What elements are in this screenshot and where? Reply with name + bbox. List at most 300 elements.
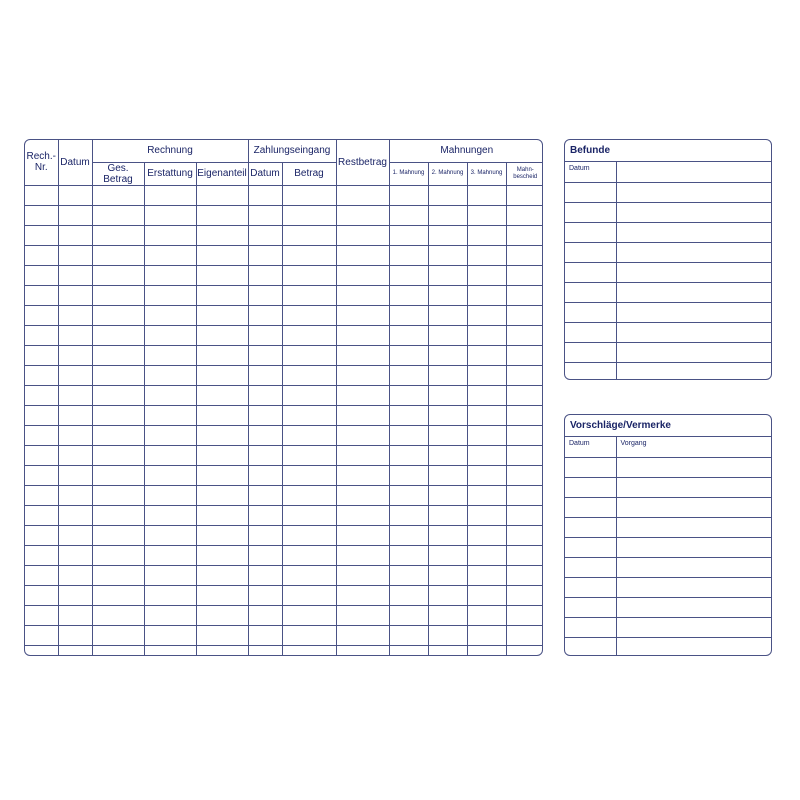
ledger-cell[interactable] xyxy=(282,205,336,225)
ledger-cell[interactable] xyxy=(282,445,336,465)
ledger-cell[interactable] xyxy=(92,185,144,205)
ledger-cell[interactable] xyxy=(282,645,336,656)
ledger-cell[interactable] xyxy=(282,385,336,405)
ledger-cell[interactable] xyxy=(248,385,282,405)
ledger-cell[interactable] xyxy=(58,525,92,545)
ledger-cell[interactable] xyxy=(506,245,543,265)
ledger-cell[interactable] xyxy=(196,225,248,245)
ledger-cell[interactable] xyxy=(25,585,58,605)
ledger-cell[interactable] xyxy=(144,225,196,245)
ledger-cell[interactable] xyxy=(467,185,506,205)
ledger-cell[interactable] xyxy=(144,445,196,465)
ledger-cell[interactable] xyxy=(196,445,248,465)
ledger-cell[interactable] xyxy=(389,305,428,325)
ledger-cell[interactable] xyxy=(248,265,282,285)
ledger-cell[interactable] xyxy=(58,185,92,205)
befunde-cell[interactable] xyxy=(616,362,771,380)
ledger-cell[interactable] xyxy=(389,565,428,585)
ledger-cell[interactable] xyxy=(196,245,248,265)
ledger-cell[interactable] xyxy=(196,325,248,345)
ledger-cell[interactable] xyxy=(196,525,248,545)
ledger-cell[interactable] xyxy=(428,425,467,445)
ledger-cell[interactable] xyxy=(336,545,389,565)
ledger-cell[interactable] xyxy=(467,325,506,345)
ledger-cell[interactable] xyxy=(58,385,92,405)
ledger-cell[interactable] xyxy=(144,505,196,525)
ledger-cell[interactable] xyxy=(92,445,144,465)
ledger-cell[interactable] xyxy=(428,285,467,305)
ledger-cell[interactable] xyxy=(25,185,58,205)
ledger-cell[interactable] xyxy=(467,465,506,485)
ledger-cell[interactable] xyxy=(248,525,282,545)
ledger-cell[interactable] xyxy=(506,525,543,545)
ledger-cell[interactable] xyxy=(92,565,144,585)
ledger-cell[interactable] xyxy=(196,565,248,585)
ledger-cell[interactable] xyxy=(25,485,58,505)
ledger-cell[interactable] xyxy=(428,185,467,205)
ledger-cell[interactable] xyxy=(428,325,467,345)
ledger-cell[interactable] xyxy=(144,365,196,385)
ledger-cell[interactable] xyxy=(336,225,389,245)
ledger-cell[interactable] xyxy=(428,345,467,365)
ledger-cell[interactable] xyxy=(506,565,543,585)
ledger-cell[interactable] xyxy=(58,465,92,485)
ledger-cell[interactable] xyxy=(92,365,144,385)
ledger-cell[interactable] xyxy=(389,425,428,445)
ledger-cell[interactable] xyxy=(25,205,58,225)
ledger-cell[interactable] xyxy=(25,505,58,525)
ledger-cell[interactable] xyxy=(248,585,282,605)
ledger-cell[interactable] xyxy=(389,225,428,245)
ledger-cell[interactable] xyxy=(336,205,389,225)
vorschlaege-cell[interactable] xyxy=(565,457,616,477)
ledger-cell[interactable] xyxy=(248,305,282,325)
ledger-cell[interactable] xyxy=(336,285,389,305)
ledger-cell[interactable] xyxy=(506,585,543,605)
ledger-cell[interactable] xyxy=(389,405,428,425)
ledger-cell[interactable] xyxy=(196,505,248,525)
ledger-cell[interactable] xyxy=(25,385,58,405)
ledger-cell[interactable] xyxy=(248,285,282,305)
ledger-cell[interactable] xyxy=(25,545,58,565)
ledger-cell[interactable] xyxy=(58,365,92,385)
vorschlaege-cell[interactable] xyxy=(616,577,771,597)
ledger-cell[interactable] xyxy=(248,365,282,385)
befunde-cell[interactable] xyxy=(616,282,771,302)
ledger-cell[interactable] xyxy=(92,425,144,445)
ledger-cell[interactable] xyxy=(92,465,144,485)
ledger-cell[interactable] xyxy=(58,305,92,325)
ledger-cell[interactable] xyxy=(248,325,282,345)
ledger-cell[interactable] xyxy=(92,385,144,405)
ledger-cell[interactable] xyxy=(144,345,196,365)
ledger-cell[interactable] xyxy=(389,465,428,485)
ledger-cell[interactable] xyxy=(196,645,248,656)
befunde-cell[interactable] xyxy=(565,202,616,222)
befunde-cell[interactable] xyxy=(565,182,616,202)
ledger-cell[interactable] xyxy=(389,245,428,265)
ledger-cell[interactable] xyxy=(248,225,282,245)
ledger-cell[interactable] xyxy=(144,325,196,345)
ledger-cell[interactable] xyxy=(389,365,428,385)
ledger-cell[interactable] xyxy=(25,565,58,585)
ledger-cell[interactable] xyxy=(428,545,467,565)
ledger-cell[interactable] xyxy=(506,605,543,625)
ledger-cell[interactable] xyxy=(282,405,336,425)
ledger-cell[interactable] xyxy=(92,525,144,545)
ledger-cell[interactable] xyxy=(467,525,506,545)
ledger-cell[interactable] xyxy=(506,385,543,405)
vorschlaege-cell[interactable] xyxy=(565,517,616,537)
ledger-cell[interactable] xyxy=(196,345,248,365)
ledger-cell[interactable] xyxy=(336,645,389,656)
ledger-cell[interactable] xyxy=(196,205,248,225)
ledger-cell[interactable] xyxy=(467,265,506,285)
ledger-cell[interactable] xyxy=(58,605,92,625)
ledger-cell[interactable] xyxy=(144,485,196,505)
vorschlaege-cell[interactable] xyxy=(616,457,771,477)
ledger-cell[interactable] xyxy=(506,265,543,285)
ledger-cell[interactable] xyxy=(282,505,336,525)
befunde-cell[interactable] xyxy=(616,342,771,362)
ledger-cell[interactable] xyxy=(196,625,248,645)
vorschlaege-cell[interactable] xyxy=(565,617,616,637)
ledger-cell[interactable] xyxy=(506,405,543,425)
ledger-cell[interactable] xyxy=(92,605,144,625)
ledger-cell[interactable] xyxy=(144,625,196,645)
ledger-cell[interactable] xyxy=(336,425,389,445)
ledger-cell[interactable] xyxy=(336,505,389,525)
befunde-cell[interactable] xyxy=(565,302,616,322)
vorschlaege-cell[interactable] xyxy=(565,497,616,517)
ledger-cell[interactable] xyxy=(282,245,336,265)
ledger-cell[interactable] xyxy=(336,185,389,205)
befunde-cell[interactable] xyxy=(565,222,616,242)
ledger-cell[interactable] xyxy=(336,625,389,645)
ledger-cell[interactable] xyxy=(58,405,92,425)
ledger-cell[interactable] xyxy=(144,405,196,425)
vorschlaege-cell[interactable] xyxy=(616,497,771,517)
ledger-cell[interactable] xyxy=(389,385,428,405)
ledger-cell[interactable] xyxy=(196,285,248,305)
ledger-cell[interactable] xyxy=(58,545,92,565)
ledger-cell[interactable] xyxy=(282,565,336,585)
ledger-cell[interactable] xyxy=(428,465,467,485)
ledger-cell[interactable] xyxy=(336,465,389,485)
ledger-cell[interactable] xyxy=(248,565,282,585)
ledger-cell[interactable] xyxy=(467,605,506,625)
ledger-cell[interactable] xyxy=(248,205,282,225)
vorschlaege-cell[interactable] xyxy=(565,477,616,497)
ledger-cell[interactable] xyxy=(58,485,92,505)
vorschlaege-cell[interactable] xyxy=(616,477,771,497)
ledger-cell[interactable] xyxy=(248,485,282,505)
ledger-cell[interactable] xyxy=(25,345,58,365)
ledger-cell[interactable] xyxy=(196,605,248,625)
befunde-cell[interactable] xyxy=(565,282,616,302)
ledger-cell[interactable] xyxy=(196,425,248,445)
ledger-cell[interactable] xyxy=(92,345,144,365)
ledger-cell[interactable] xyxy=(144,525,196,545)
ledger-cell[interactable] xyxy=(428,245,467,265)
ledger-cell[interactable] xyxy=(248,425,282,445)
ledger-cell[interactable] xyxy=(92,545,144,565)
ledger-cell[interactable] xyxy=(248,405,282,425)
ledger-cell[interactable] xyxy=(92,585,144,605)
vorschlaege-cell[interactable] xyxy=(616,617,771,637)
ledger-cell[interactable] xyxy=(467,565,506,585)
ledger-cell[interactable] xyxy=(467,245,506,265)
ledger-cell[interactable] xyxy=(58,225,92,245)
ledger-cell[interactable] xyxy=(144,605,196,625)
ledger-cell[interactable] xyxy=(92,485,144,505)
ledger-cell[interactable] xyxy=(506,365,543,385)
ledger-cell[interactable] xyxy=(144,245,196,265)
ledger-cell[interactable] xyxy=(336,605,389,625)
ledger-cell[interactable] xyxy=(428,265,467,285)
ledger-cell[interactable] xyxy=(282,545,336,565)
ledger-cell[interactable] xyxy=(248,645,282,656)
ledger-cell[interactable] xyxy=(467,345,506,365)
ledger-cell[interactable] xyxy=(282,425,336,445)
ledger-cell[interactable] xyxy=(336,385,389,405)
ledger-cell[interactable] xyxy=(467,365,506,385)
ledger-cell[interactable] xyxy=(92,265,144,285)
ledger-cell[interactable] xyxy=(336,345,389,365)
ledger-cell[interactable] xyxy=(389,625,428,645)
ledger-cell[interactable] xyxy=(196,305,248,325)
ledger-cell[interactable] xyxy=(144,385,196,405)
ledger-cell[interactable] xyxy=(389,345,428,365)
ledger-cell[interactable] xyxy=(58,585,92,605)
ledger-cell[interactable] xyxy=(467,385,506,405)
ledger-cell[interactable] xyxy=(428,205,467,225)
ledger-cell[interactable] xyxy=(336,305,389,325)
ledger-cell[interactable] xyxy=(92,645,144,656)
ledger-cell[interactable] xyxy=(248,505,282,525)
ledger-cell[interactable] xyxy=(336,405,389,425)
ledger-cell[interactable] xyxy=(467,585,506,605)
ledger-cell[interactable] xyxy=(336,445,389,465)
ledger-cell[interactable] xyxy=(282,325,336,345)
ledger-cell[interactable] xyxy=(25,525,58,545)
ledger-cell[interactable] xyxy=(58,625,92,645)
ledger-cell[interactable] xyxy=(428,625,467,645)
ledger-cell[interactable] xyxy=(144,585,196,605)
ledger-cell[interactable] xyxy=(506,185,543,205)
ledger-cell[interactable] xyxy=(92,305,144,325)
ledger-cell[interactable] xyxy=(282,605,336,625)
ledger-cell[interactable] xyxy=(389,645,428,656)
ledger-cell[interactable] xyxy=(196,585,248,605)
ledger-cell[interactable] xyxy=(25,425,58,445)
ledger-cell[interactable] xyxy=(248,625,282,645)
ledger-cell[interactable] xyxy=(58,205,92,225)
ledger-cell[interactable] xyxy=(428,645,467,656)
ledger-cell[interactable] xyxy=(92,245,144,265)
ledger-cell[interactable] xyxy=(144,425,196,445)
ledger-cell[interactable] xyxy=(336,485,389,505)
ledger-cell[interactable] xyxy=(196,545,248,565)
ledger-cell[interactable] xyxy=(282,625,336,645)
ledger-cell[interactable] xyxy=(144,565,196,585)
ledger-cell[interactable] xyxy=(506,345,543,365)
ledger-cell[interactable] xyxy=(336,585,389,605)
ledger-cell[interactable] xyxy=(92,325,144,345)
ledger-cell[interactable] xyxy=(248,345,282,365)
ledger-cell[interactable] xyxy=(506,325,543,345)
ledger-cell[interactable] xyxy=(428,605,467,625)
vorschlaege-cell[interactable] xyxy=(616,637,771,656)
ledger-cell[interactable] xyxy=(428,565,467,585)
ledger-cell[interactable] xyxy=(336,525,389,545)
ledger-cell[interactable] xyxy=(467,305,506,325)
ledger-cell[interactable] xyxy=(58,445,92,465)
ledger-cell[interactable] xyxy=(506,425,543,445)
ledger-cell[interactable] xyxy=(467,205,506,225)
ledger-cell[interactable] xyxy=(336,325,389,345)
ledger-cell[interactable] xyxy=(389,585,428,605)
ledger-cell[interactable] xyxy=(428,305,467,325)
ledger-cell[interactable] xyxy=(144,465,196,485)
ledger-cell[interactable] xyxy=(196,405,248,425)
ledger-cell[interactable] xyxy=(467,405,506,425)
ledger-cell[interactable] xyxy=(25,325,58,345)
ledger-cell[interactable] xyxy=(25,405,58,425)
vorschlaege-cell[interactable] xyxy=(616,597,771,617)
ledger-cell[interactable] xyxy=(196,385,248,405)
ledger-cell[interactable] xyxy=(92,505,144,525)
ledger-cell[interactable] xyxy=(25,285,58,305)
ledger-cell[interactable] xyxy=(389,265,428,285)
ledger-cell[interactable] xyxy=(248,605,282,625)
ledger-cell[interactable] xyxy=(58,285,92,305)
ledger-cell[interactable] xyxy=(58,505,92,525)
ledger-cell[interactable] xyxy=(282,285,336,305)
ledger-cell[interactable] xyxy=(389,505,428,525)
ledger-cell[interactable] xyxy=(282,585,336,605)
ledger-cell[interactable] xyxy=(25,625,58,645)
befunde-cell[interactable] xyxy=(565,262,616,282)
ledger-cell[interactable] xyxy=(506,445,543,465)
befunde-cell[interactable] xyxy=(565,342,616,362)
ledger-cell[interactable] xyxy=(58,325,92,345)
ledger-cell[interactable] xyxy=(506,545,543,565)
ledger-cell[interactable] xyxy=(428,225,467,245)
ledger-cell[interactable] xyxy=(248,545,282,565)
ledger-cell[interactable] xyxy=(428,445,467,465)
befunde-cell[interactable] xyxy=(616,242,771,262)
ledger-cell[interactable] xyxy=(282,485,336,505)
befunde-cell[interactable] xyxy=(616,202,771,222)
ledger-cell[interactable] xyxy=(144,545,196,565)
ledger-cell[interactable] xyxy=(58,345,92,365)
vorschlaege-cell[interactable] xyxy=(616,517,771,537)
ledger-cell[interactable] xyxy=(389,205,428,225)
ledger-cell[interactable] xyxy=(506,625,543,645)
ledger-cell[interactable] xyxy=(25,305,58,325)
ledger-cell[interactable] xyxy=(196,465,248,485)
ledger-cell[interactable] xyxy=(506,485,543,505)
ledger-cell[interactable] xyxy=(282,225,336,245)
ledger-cell[interactable] xyxy=(467,225,506,245)
ledger-cell[interactable] xyxy=(467,625,506,645)
befunde-cell[interactable] xyxy=(565,242,616,262)
ledger-cell[interactable] xyxy=(389,605,428,625)
ledger-cell[interactable] xyxy=(428,485,467,505)
ledger-cell[interactable] xyxy=(389,485,428,505)
ledger-cell[interactable] xyxy=(506,465,543,485)
ledger-cell[interactable] xyxy=(248,185,282,205)
ledger-cell[interactable] xyxy=(467,505,506,525)
ledger-cell[interactable] xyxy=(389,545,428,565)
ledger-cell[interactable] xyxy=(282,305,336,325)
ledger-cell[interactable] xyxy=(336,245,389,265)
ledger-cell[interactable] xyxy=(506,285,543,305)
vorschlaege-cell[interactable] xyxy=(565,577,616,597)
vorschlaege-cell[interactable] xyxy=(565,537,616,557)
vorschlaege-cell[interactable] xyxy=(565,637,616,656)
ledger-cell[interactable] xyxy=(428,525,467,545)
ledger-cell[interactable] xyxy=(428,385,467,405)
ledger-cell[interactable] xyxy=(144,205,196,225)
ledger-cell[interactable] xyxy=(196,485,248,505)
ledger-cell[interactable] xyxy=(467,645,506,656)
ledger-cell[interactable] xyxy=(25,245,58,265)
ledger-cell[interactable] xyxy=(25,365,58,385)
ledger-cell[interactable] xyxy=(428,585,467,605)
ledger-cell[interactable] xyxy=(196,365,248,385)
ledger-cell[interactable] xyxy=(282,525,336,545)
ledger-cell[interactable] xyxy=(428,505,467,525)
ledger-cell[interactable] xyxy=(92,625,144,645)
ledger-cell[interactable] xyxy=(248,465,282,485)
ledger-cell[interactable] xyxy=(389,525,428,545)
ledger-cell[interactable] xyxy=(506,305,543,325)
befunde-cell[interactable] xyxy=(565,362,616,380)
ledger-cell[interactable] xyxy=(248,245,282,265)
ledger-cell[interactable] xyxy=(506,205,543,225)
befunde-cell[interactable] xyxy=(616,322,771,342)
ledger-cell[interactable] xyxy=(467,485,506,505)
vorschlaege-cell[interactable] xyxy=(616,557,771,577)
ledger-cell[interactable] xyxy=(282,465,336,485)
ledger-cell[interactable] xyxy=(389,445,428,465)
ledger-cell[interactable] xyxy=(467,425,506,445)
ledger-cell[interactable] xyxy=(92,285,144,305)
ledger-cell[interactable] xyxy=(282,185,336,205)
vorschlaege-cell[interactable] xyxy=(565,597,616,617)
ledger-cell[interactable] xyxy=(506,645,543,656)
ledger-cell[interactable] xyxy=(506,505,543,525)
befunde-cell[interactable] xyxy=(616,182,771,202)
ledger-cell[interactable] xyxy=(506,225,543,245)
ledger-cell[interactable] xyxy=(25,605,58,625)
ledger-cell[interactable] xyxy=(58,265,92,285)
ledger-cell[interactable] xyxy=(336,365,389,385)
ledger-cell[interactable] xyxy=(58,645,92,656)
ledger-cell[interactable] xyxy=(144,305,196,325)
befunde-cell[interactable] xyxy=(616,222,771,242)
ledger-cell[interactable] xyxy=(336,265,389,285)
ledger-cell[interactable] xyxy=(389,325,428,345)
ledger-cell[interactable] xyxy=(25,445,58,465)
ledger-cell[interactable] xyxy=(336,565,389,585)
ledger-cell[interactable] xyxy=(428,365,467,385)
ledger-cell[interactable] xyxy=(144,285,196,305)
ledger-cell[interactable] xyxy=(144,185,196,205)
ledger-cell[interactable] xyxy=(25,265,58,285)
